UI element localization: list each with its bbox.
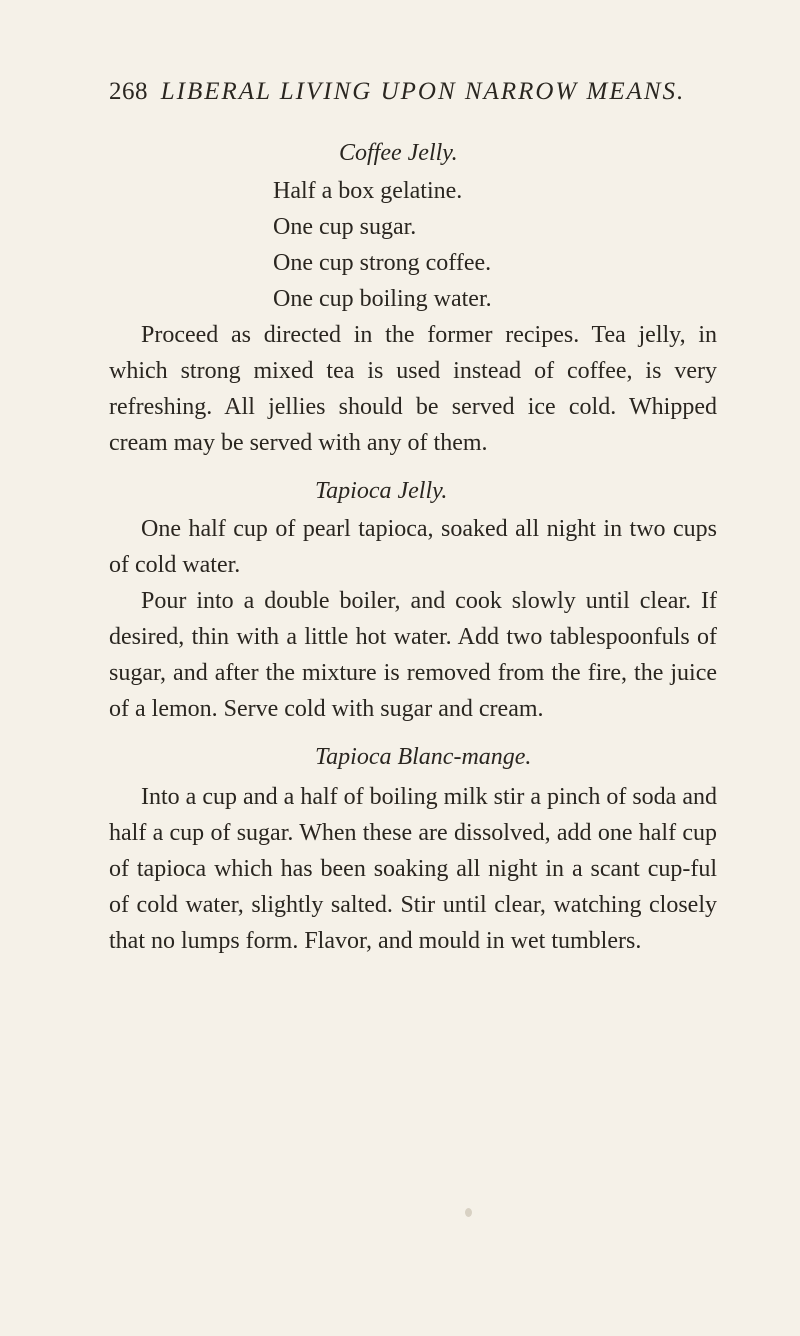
recipe-title: Tapioca Jelly. [315,478,448,504]
recipe-tapioca-jelly [109,473,717,727]
recipe-paragraph: Pour into a double boiler, and cook slowly until clear. If desired, thin with a little hot water. Add two tablespoonfuls of sugar, and after the mixture is removed from the fire, the juice of a lemon. Serve cold with sugar and cream. [109,588,717,722]
ingredient-line: Half a box gelatine. [273,178,463,204]
recipe-paragraph: Proceed as directed in the former recipes. Tea jelly, in which strong mixed tea is used instead of coffee, is very refreshing. All jellies should be served ice cold. Whipped cream may be served with any of them. [109,322,717,456]
running-title: LIBERAL LIVING UPON NARROW MEANS. [160,78,686,105]
paper-speck [465,1208,472,1217]
running-header [109,78,709,106]
recipe-tapioca-blanc-mange [109,739,717,959]
recipe-paragraph: Into a cup and a half of boiling milk stir a pinch of soda and half a cup of sugar. When these are dissolved, add one half cup of tapioca which has been soaking all night in a scant cup-ful of cold water, slightly salted. Stir until clear, watching closely that no lumps form. Flavor, and mould in wet tumblers. [109,784,717,954]
recipe-title: Coffee Jelly. [339,140,458,166]
recipe-paragraph: One half cup of pearl tapioca, soaked all night in two cups of cold water. [109,516,717,578]
page-body [109,135,717,959]
recipe-title: Tapioca Blanc-mange. [315,744,532,770]
ingredient-line: One cup strong coffee. [273,250,492,276]
ingredient-line: One cup sugar. [273,214,417,240]
ingredient-line: One cup boiling water. [273,286,492,312]
page-number: 268 [109,78,148,105]
recipe-coffee-jelly [109,135,717,461]
